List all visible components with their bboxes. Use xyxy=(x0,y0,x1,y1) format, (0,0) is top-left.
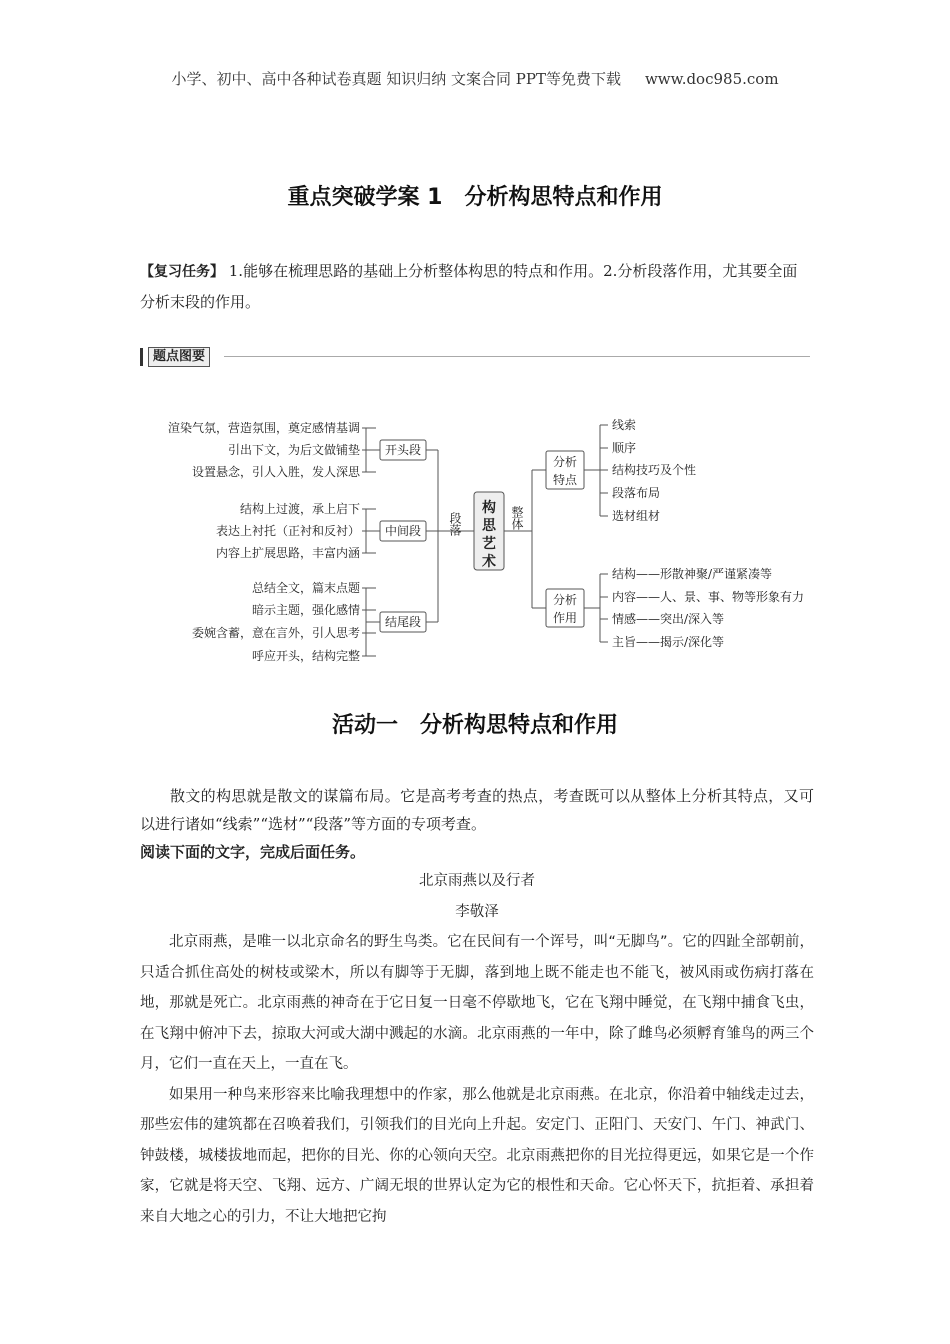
section-header xyxy=(140,346,810,368)
features-label-2: 特点 xyxy=(552,473,578,487)
functions-label-2: 作用 xyxy=(552,611,578,625)
feature-item-3: 结构技巧及个性 xyxy=(612,463,697,477)
function-item-2: 内容——人、景、事、物等形象有力 xyxy=(612,590,805,604)
section-tag: 题点图要 xyxy=(148,347,210,367)
story-title: 北京雨燕以及行者 xyxy=(419,873,535,889)
center-char-4: 术 xyxy=(482,554,496,570)
story-paragraph-1: 北京雨燕，是唯一以北京命名的野生鸟类。它在民间有一个诨号，叫“无脚鸟”。它的四趾全部朝前，只适合抓住高处的树枝或梁木，所以有脚等于无脚，落到地上既不能走也不能飞，被风雨或伤病打落在地，那就是死亡。北京雨燕的神奇在于它日复一日毫不停歇地飞，它在飞翔中睡觉，在飞翔中捕食飞虫，在飞翔中俯冲下去，掠取大河或大湖中溅起的水滴。北京雨燕的一年中，除了雌鸟必须孵育雏鸟的两三个月，它们一直在天上，一直在飞。 xyxy=(140,934,814,1072)
feature-item-1: 线索 xyxy=(612,418,637,432)
middle-item-2: 表达上衬托（正衬和反衬） xyxy=(215,524,360,538)
opening-item-3: 设置悬念，引人入胜，发人深思 xyxy=(191,465,360,479)
mind-map-diagram xyxy=(140,408,820,670)
ending-item-4: 呼应开头，结构完整 xyxy=(251,649,360,663)
ending-item-2: 暗示主题，强化感情 xyxy=(251,603,360,617)
feature-item-2: 顺序 xyxy=(612,441,637,455)
main-content xyxy=(140,782,814,1232)
header-text: 小学、初中、高中各种试卷真题 知识归纳 文案合同 PPT等免费下载 xyxy=(171,70,621,88)
review-task xyxy=(140,256,812,317)
page-header xyxy=(0,68,950,89)
opening-item-1: 渲染气氛，营造氛围，奠定感情基调 xyxy=(167,421,360,435)
center-char-1: 构 xyxy=(482,500,496,516)
page-title: 重点突破学案 1 分析构思特点和作用 xyxy=(287,185,663,210)
function-item-3: 情感——突出/深入等 xyxy=(612,612,725,626)
branch-paragraph-label: 段落 xyxy=(448,512,462,536)
section-divider xyxy=(224,356,810,357)
review-task-label: 【复习任务】 xyxy=(140,264,224,280)
ending-item-3: 委婉含蓄，意在言外，引人思考 xyxy=(191,626,360,640)
intro-paragraph: 散文的构思就是散文的谋篇布局。它是高考考查的热点，考查既可以从整体上分析其特点，又可以进行诸如“线索”“选材”“段落”等方面的专项考查。 xyxy=(140,787,814,833)
instruction-text: 阅读下面的文字，完成后面任务。 xyxy=(140,843,366,861)
opening-label: 开头段 xyxy=(384,443,422,457)
feature-item-5: 选材组材 xyxy=(612,509,661,523)
feature-item-4: 段落布局 xyxy=(612,486,661,500)
ending-label: 结尾段 xyxy=(384,615,422,629)
center-char-3: 艺 xyxy=(482,536,496,552)
center-char-2: 思 xyxy=(482,518,496,534)
ending-item-1: 总结全文，篇末点题 xyxy=(251,581,360,595)
review-task-text: 1.能够在梳理思路的基础上分析整体构思的特点和作用。2.分析段落作用，尤其要全面分析末段的作用。 xyxy=(140,262,798,311)
branch-whole-label: 整体 xyxy=(510,506,524,530)
story-author: 李敬泽 xyxy=(455,903,499,920)
middle-item-3: 内容上扩展思路，丰富内涵 xyxy=(215,546,360,560)
section-marker xyxy=(140,348,143,366)
features-label-1: 分析 xyxy=(552,455,578,469)
functions-label-1: 分析 xyxy=(552,593,578,607)
opening-item-2: 引出下文，为后文做铺垫 xyxy=(227,443,360,457)
activity-title: 活动一 分析构思特点和作用 xyxy=(331,713,618,738)
function-item-4: 主旨——揭示/深化等 xyxy=(612,635,725,649)
header-site-link[interactable]: www.doc985.com xyxy=(644,70,779,88)
story-paragraph-2: 如果用一种鸟来形容来比喻我理想中的作家，那么他就是北京雨燕。在北京，你沿着中轴线走过去，那些宏伟的建筑都在召唤着我们，引领我们的目光向上升起。安定门、正阳门、天安门、午门、神武门、钟鼓楼，城楼拔地而起，把你的目光、你的心领向天空。北京雨燕把你的目光拉得更远，如果它是一个作家，它就是将天空、飞翔、远方、广阔无垠的世界认定为它的根性和天命。它心怀天下，抗拒着、承担着来自大地之心的引力，不让大地把它拘 xyxy=(140,1086,814,1225)
middle-item-1: 结构上过渡，承上启下 xyxy=(239,502,360,516)
function-item-1: 结构——形散神聚/严谨紧凑等 xyxy=(612,567,773,581)
middle-label: 中间段 xyxy=(384,524,422,538)
